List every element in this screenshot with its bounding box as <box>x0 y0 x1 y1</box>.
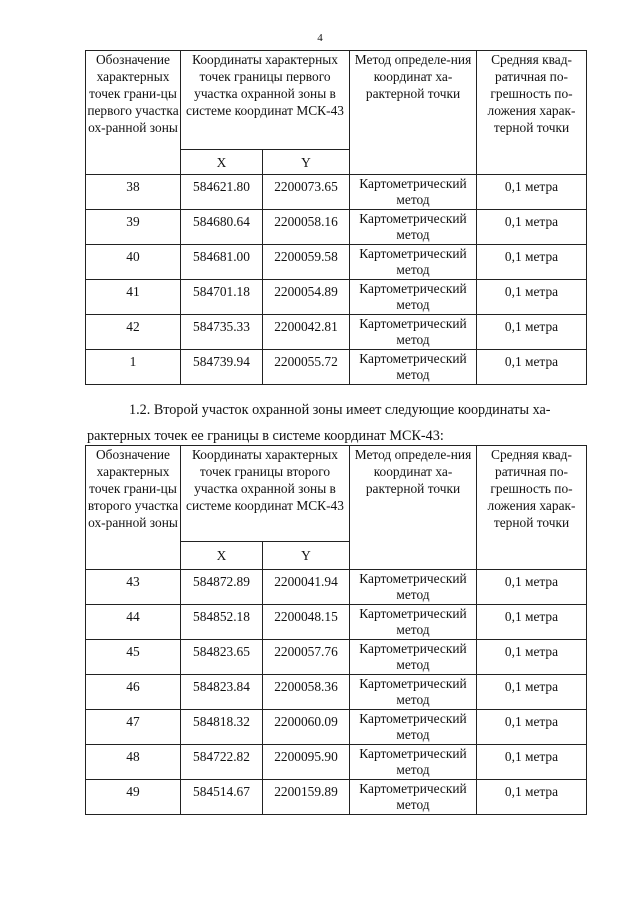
cell-error: 0,1 метра <box>477 675 587 710</box>
table-row <box>86 675 587 710</box>
cell-y: 2200055.72 <box>263 350 350 385</box>
cell-error: 0,1 метра <box>477 710 587 745</box>
cell-y: 2200095.90 <box>263 745 350 780</box>
cell-y: 2200073.65 <box>263 175 350 210</box>
cell-point: 39 <box>86 210 181 245</box>
cell-method: Картометрический метод <box>350 245 477 280</box>
cell-point: 43 <box>86 570 181 605</box>
cell-point: 46 <box>86 675 181 710</box>
table-row <box>86 210 587 245</box>
paragraph-second-section <box>87 397 587 449</box>
header-y: Y <box>263 542 350 570</box>
cell-point: 45 <box>86 640 181 675</box>
cell-method: Картометрический метод <box>350 780 477 815</box>
cell-error: 0,1 метра <box>477 350 587 385</box>
cell-y: 2200058.36 <box>263 675 350 710</box>
cell-point: 49 <box>86 780 181 815</box>
table-row <box>86 640 587 675</box>
header-y: Y <box>263 150 350 175</box>
table-row <box>86 175 587 210</box>
cell-error: 0,1 метра <box>477 605 587 640</box>
cell-method: Картометрический метод <box>350 210 477 245</box>
cell-x: 584823.84 <box>181 675 263 710</box>
table-row <box>86 315 587 350</box>
cell-error: 0,1 метра <box>477 210 587 245</box>
header-mean-square-error: Средняя квад-ратичная по-грешность по-ложения харак-терной точки <box>477 51 587 175</box>
table-row <box>86 245 587 280</box>
cell-error: 0,1 метра <box>477 780 587 815</box>
cell-x: 584514.67 <box>181 780 263 815</box>
table-body <box>86 175 587 385</box>
page-number: 4 <box>317 32 323 44</box>
cell-x: 584701.18 <box>181 280 263 315</box>
cell-x: 584680.64 <box>181 210 263 245</box>
cell-x: 584739.94 <box>181 350 263 385</box>
table-row <box>86 605 587 640</box>
coordinates-table-first-section <box>85 50 587 385</box>
cell-point: 40 <box>86 245 181 280</box>
header-mean-square-error: Средняя квад-ратичная по-грешность по-ложения харак-терной точки <box>477 446 587 570</box>
cell-x: 584735.33 <box>181 315 263 350</box>
table-row <box>86 780 587 815</box>
header-method: Метод определе-ния координат ха-рактерной точки <box>350 51 477 175</box>
cell-method: Картометрический метод <box>350 315 477 350</box>
cell-method: Картометрический метод <box>350 570 477 605</box>
cell-x: 584872.89 <box>181 570 263 605</box>
cell-y: 2200060.09 <box>263 710 350 745</box>
cell-error: 0,1 метра <box>477 745 587 780</box>
cell-error: 0,1 метра <box>477 175 587 210</box>
cell-y: 2200159.89 <box>263 780 350 815</box>
cell-y: 2200048.15 <box>263 605 350 640</box>
header-coordinates: Координаты характерных точек границы второго участка охранной зоны в системе координат МСК-43 <box>181 446 350 542</box>
cell-method: Картометрический метод <box>350 350 477 385</box>
cell-x: 584681.00 <box>181 245 263 280</box>
paragraph-line: рактерных точек ее границы в системе координат МСК-43: <box>87 428 444 444</box>
cell-point: 41 <box>86 280 181 315</box>
cell-y: 2200057.76 <box>263 640 350 675</box>
cell-x: 584722.82 <box>181 745 263 780</box>
cell-x: 584852.18 <box>181 605 263 640</box>
table-row <box>86 280 587 315</box>
cell-point: 42 <box>86 315 181 350</box>
cell-method: Картометрический метод <box>350 280 477 315</box>
cell-method: Картометрический метод <box>350 175 477 210</box>
cell-y: 2200042.81 <box>263 315 350 350</box>
coordinates-table-second-section <box>85 445 587 815</box>
header-method: Метод определе-ния координат ха-рактерной точки <box>350 446 477 570</box>
cell-method: Картометрический метод <box>350 640 477 675</box>
cell-error: 0,1 метра <box>477 570 587 605</box>
table-body <box>86 570 587 815</box>
cell-error: 0,1 метра <box>477 640 587 675</box>
table-row <box>86 710 587 745</box>
cell-x: 584621.80 <box>181 175 263 210</box>
header-x: X <box>181 542 263 570</box>
paragraph-line: 1.2. Второй участок охранной зоны имеет следующие координаты ха- <box>129 402 551 418</box>
header-x: X <box>181 150 263 175</box>
cell-method: Картометрический метод <box>350 605 477 640</box>
cell-x: 584823.65 <box>181 640 263 675</box>
cell-point: 44 <box>86 605 181 640</box>
table-row <box>86 745 587 780</box>
cell-point: 1 <box>86 350 181 385</box>
cell-error: 0,1 метра <box>477 245 587 280</box>
cell-error: 0,1 метра <box>477 280 587 315</box>
header-coordinates: Координаты характерных точек границы первого участка охранной зоны в системе координат МСК-43 <box>181 51 350 150</box>
cell-point: 48 <box>86 745 181 780</box>
cell-y: 2200041.94 <box>263 570 350 605</box>
cell-y: 2200054.89 <box>263 280 350 315</box>
cell-error: 0,1 метра <box>477 315 587 350</box>
cell-method: Картометрический метод <box>350 710 477 745</box>
cell-point: 38 <box>86 175 181 210</box>
table-row <box>86 570 587 605</box>
cell-y: 2200058.16 <box>263 210 350 245</box>
cell-point: 47 <box>86 710 181 745</box>
header-point-designation: Обозначение характерных точек грани-цы второго участка ох-ранной зоны <box>86 446 181 570</box>
cell-y: 2200059.58 <box>263 245 350 280</box>
table-row <box>86 350 587 385</box>
cell-x: 584818.32 <box>181 710 263 745</box>
header-point-designation: Обозначение характерных точек грани-цы первого участка ох-ранной зоны <box>86 51 181 175</box>
cell-method: Картометрический метод <box>350 745 477 780</box>
cell-method: Картометрический метод <box>350 675 477 710</box>
